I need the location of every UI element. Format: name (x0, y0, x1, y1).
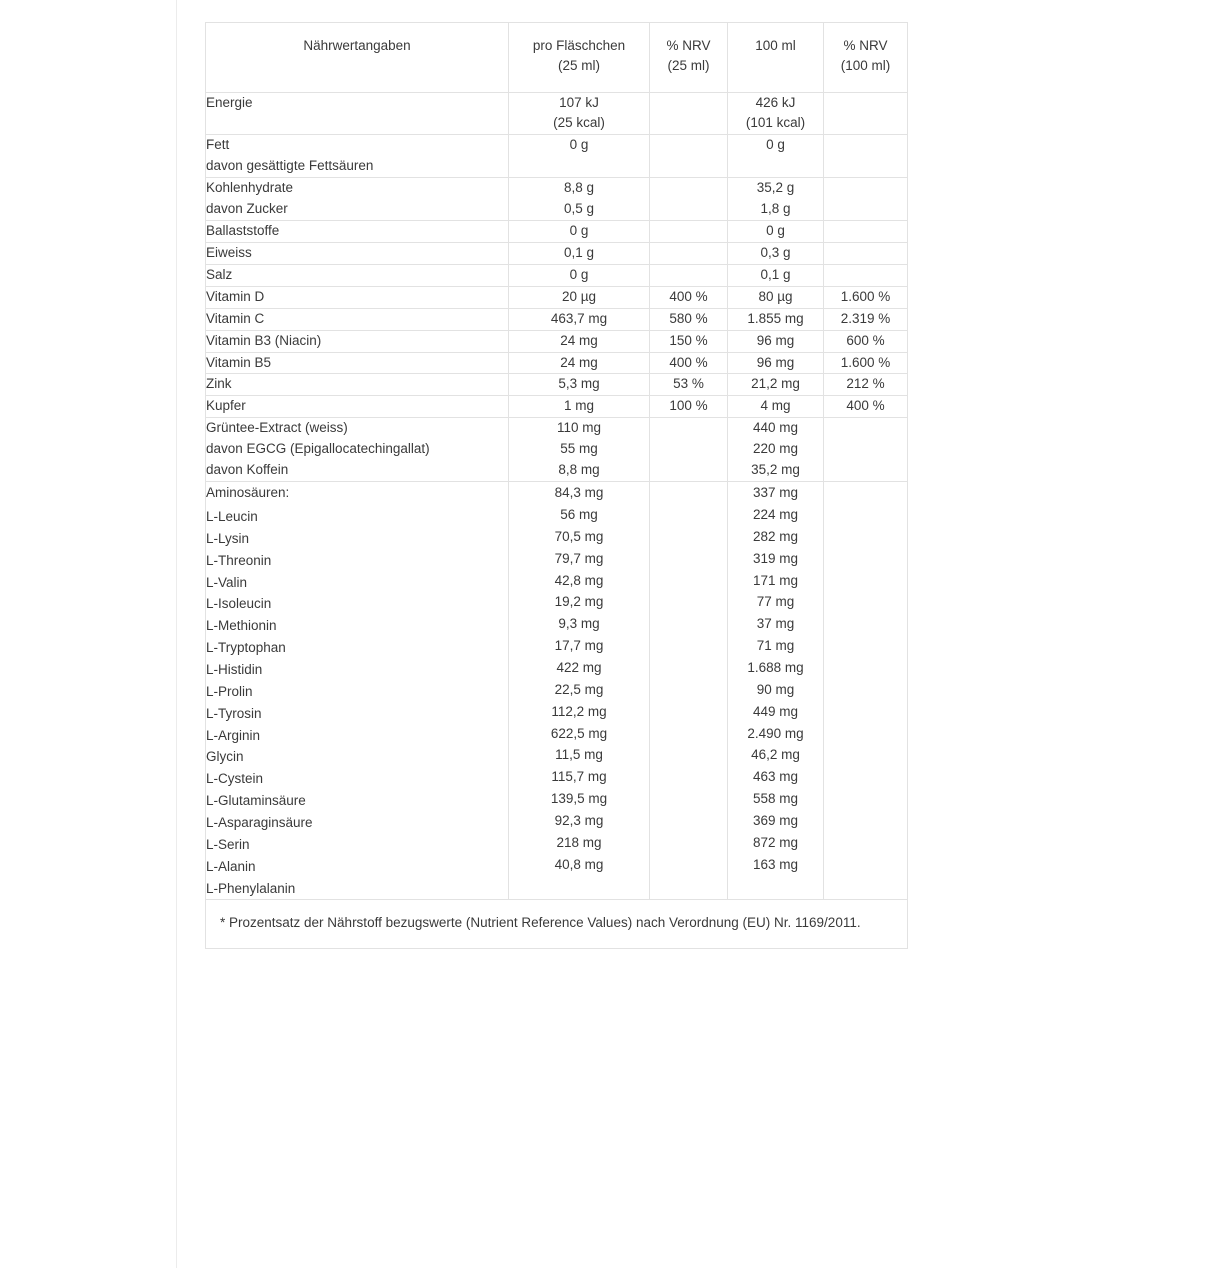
per-100ml-cell: 1.855 mg (728, 308, 824, 330)
nrv-100ml-cell (824, 221, 908, 243)
per-bottle-cell: 110 mg 55 mg 8,8 mg (509, 418, 650, 482)
nrv-100ml-cell: 2.319 % (824, 308, 908, 330)
per-bottle-cell: 24 mg (509, 330, 650, 352)
column-header-nrv-bottle (650, 23, 728, 93)
table-row (206, 418, 908, 482)
nutrition-facts-table (205, 22, 908, 949)
nrv-100ml-cell (824, 178, 908, 221)
table-row (206, 135, 908, 178)
per-bottle-cell: 0 g (509, 221, 650, 243)
per-100ml-cell: 96 mg (728, 352, 824, 374)
footnote-row (206, 900, 908, 948)
table-body (206, 92, 908, 900)
table-row (206, 178, 908, 221)
nutrient-name-cell: Vitamin C (206, 308, 509, 330)
amino-nrv-100ml-cell (824, 482, 908, 900)
per-bottle-cell: 0 g (509, 264, 650, 286)
per-bottle-cell: 0,1 g (509, 242, 650, 264)
table-row (206, 264, 908, 286)
column-header-line1: Nährwertangaben (303, 38, 411, 53)
nrv-bottle-cell: 150 % (650, 330, 728, 352)
per-bottle-cell: 463,7 mg (509, 308, 650, 330)
column-header-line2: (25 ml) (557, 58, 600, 74)
nrv-bottle-cell (650, 221, 728, 243)
nrv-bottle-cell: 100 % (650, 396, 728, 418)
per-bottle-cell: 0 g (509, 135, 650, 178)
per-100ml-cell: 96 mg (728, 330, 824, 352)
amino-acids-heading: Aminosäuren: (206, 485, 290, 501)
table-row (206, 308, 908, 330)
nutrient-name-cell: Kohlenhydrate davon Zucker (206, 178, 509, 221)
per-bottle-cell: 20 µg (509, 286, 650, 308)
nutrient-name-cell: Energie (206, 92, 509, 135)
nrv-100ml-cell (824, 242, 908, 264)
column-header-line1: 100 ml (755, 38, 796, 53)
per-100ml-cell: 4 mg (728, 396, 824, 418)
nutrient-name-cell: Vitamin B5 (206, 352, 509, 374)
column-header-per-100ml (728, 23, 824, 93)
nrv-100ml-cell: 1.600 % (824, 286, 908, 308)
nrv-bottle-cell (650, 264, 728, 286)
amino-acids-row (206, 482, 908, 900)
column-header-line1: % NRV (843, 38, 888, 53)
nrv-bottle-cell: 400 % (650, 352, 728, 374)
nutrition-table-container (205, 22, 907, 949)
nrv-100ml-cell: 1.600 % (824, 352, 908, 374)
table-row (206, 221, 908, 243)
nutrient-name-cell: Zink (206, 374, 509, 396)
per-100ml-cell: 80 µg (728, 286, 824, 308)
table-footer (206, 900, 908, 948)
per-100ml-cell: 0 g (728, 221, 824, 243)
nrv-100ml-cell (824, 135, 908, 178)
nrv-bottle-cell: 580 % (650, 308, 728, 330)
per-bottle-cell: 1 mg (509, 396, 650, 418)
nrv-footnote: * Prozentsatz der Nährstoff bezugswerte (Nutrient Reference Values) nach Verordnung (EU) Nr. 1169/2011. (206, 900, 908, 948)
table-row (206, 286, 908, 308)
nrv-bottle-cell: 400 % (650, 286, 728, 308)
nrv-bottle-cell (650, 418, 728, 482)
table-row (206, 330, 908, 352)
table-row (206, 92, 908, 135)
nutrient-name-cell: Vitamin B3 (Niacin) (206, 330, 509, 352)
amino-nrv-bottle-cell (650, 482, 728, 900)
per-100ml-cell: 0,1 g (728, 264, 824, 286)
nutrient-name-cell: Ballaststoffe (206, 221, 509, 243)
amino-per-bottle-cell: 84,3 mg 56 mg 70,5 mg 79,7 mg 42,8 mg 19,2 mg 9,3 mg 17,7 mg 422 mg 22,5 mg 112,2 mg 622,5 mg 11,5 mg 115,7 mg 139,5 mg 92,3 mg 218 mg 40,8 mg (509, 482, 650, 900)
per-100ml-cell: 21,2 mg (728, 374, 824, 396)
nutrient-name-cell: Kupfer (206, 396, 509, 418)
column-header-line1: pro Fläschchen (532, 38, 626, 53)
amino-acid-names-cell: Aminosäuren: L-Leucin L-Lysin L-Threonin L-Valin L-Isoleucin L-Methionin L-Tryptophan L-Histidin L-Prolin L-Tyrosin L-Arginin Glycin L-Cystein L-Glutaminsäure L-Asparaginsäure L-Serin L-Alanin L-Phenylalanin (206, 482, 509, 900)
column-header-nutrient (206, 23, 509, 93)
column-header-per-bottle (509, 23, 650, 93)
per-bottle-cell: 5,3 mg (509, 374, 650, 396)
table-header (206, 23, 908, 93)
nrv-bottle-cell (650, 92, 728, 135)
per-bottle-cell: 24 mg (509, 352, 650, 374)
nrv-100ml-cell (824, 418, 908, 482)
table-row (206, 374, 908, 396)
nutrient-name-cell: Vitamin D (206, 286, 509, 308)
page-left-rule (176, 0, 177, 1268)
nrv-bottle-cell (650, 178, 728, 221)
table-header-row (206, 23, 908, 93)
nrv-100ml-cell: 212 % (824, 374, 908, 396)
column-header-nrv-100ml (824, 23, 908, 93)
amino-per-100ml-cell: 337 mg 224 mg 282 mg 319 mg 171 mg 77 mg 37 mg 71 mg 1.688 mg 90 mg 449 mg 2.490 mg 46,2 mg 463 mg 558 mg 369 mg 872 mg 163 mg (728, 482, 824, 900)
per-100ml-cell: 35,2 g 1,8 g (728, 178, 824, 221)
per-bottle-cell: 8,8 g 0,5 g (509, 178, 650, 221)
nrv-100ml-cell: 600 % (824, 330, 908, 352)
nrv-bottle-cell: 53 % (650, 374, 728, 396)
nutrient-name-cell: Eiweiss (206, 242, 509, 264)
nutrient-name-cell: Fett davon gesättigte Fettsäuren (206, 135, 509, 178)
per-100ml-cell: 426 kJ (101 kcal) (728, 92, 824, 135)
table-row (206, 396, 908, 418)
per-100ml-cell: 440 mg 220 mg 35,2 mg (728, 418, 824, 482)
nutrient-name-cell: Salz (206, 264, 509, 286)
nrv-bottle-cell (650, 242, 728, 264)
nutrient-name-cell: Grüntee-Extract (weiss) davon EGCG (Epigallocatechingallat) davon Koffein (206, 418, 509, 482)
nrv-100ml-cell (824, 264, 908, 286)
table-row (206, 352, 908, 374)
column-header-line1: % NRV (666, 38, 711, 53)
nrv-100ml-cell: 400 % (824, 396, 908, 418)
per-bottle-cell: 107 kJ (25 kcal) (509, 92, 650, 135)
nrv-bottle-cell (650, 135, 728, 178)
nrv-100ml-cell (824, 92, 908, 135)
column-header-line2: (100 ml) (840, 58, 891, 74)
per-100ml-cell: 0,3 g (728, 242, 824, 264)
per-100ml-cell: 0 g (728, 135, 824, 178)
table-row (206, 242, 908, 264)
column-header-line2: (25 ml) (667, 58, 710, 74)
